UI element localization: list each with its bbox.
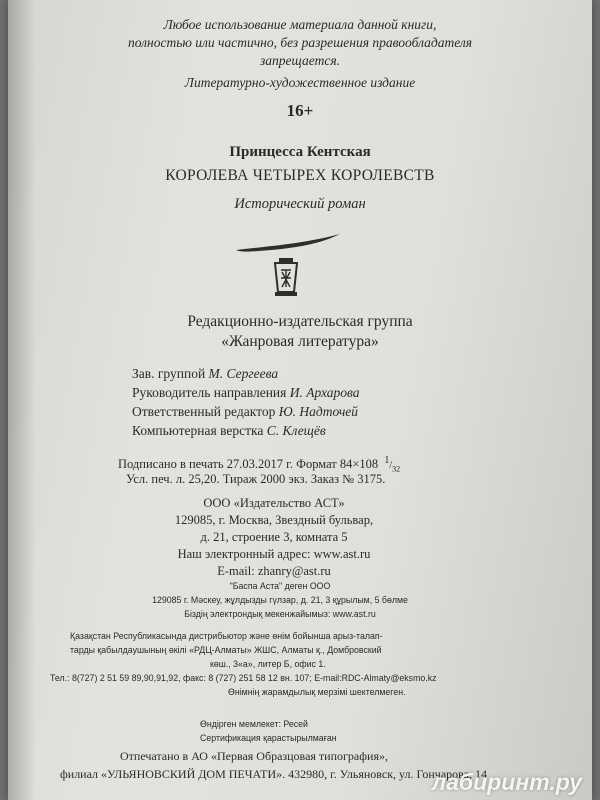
publisher-info-line: д. 21, строение 3, комната 5 (200, 530, 348, 544)
staff-person: М. Сергеева (208, 366, 279, 381)
printer-line-1: Отпечатано в АО «Первая Образцовая типография», (120, 749, 388, 763)
publisher-group (8, 312, 592, 352)
book-page (8, 0, 592, 800)
kazakh-line: 129085 г. Мәскеу, жұлдызды гүлзар, д. 21, 3 құрылым, 5 бөлме (152, 595, 408, 605)
kazakh-distributor-block (50, 629, 437, 699)
printer-line-2: филиал «УЛЬЯНОВСКИЙ ДОМ ПЕЧАТИ». 432980, г. Ульяновск, ул. Гончарова, 14 (60, 767, 487, 781)
kazakh-line: Қазақстан Республикасында дистрибьютор және өнім бойынша арыз-талап- (70, 631, 383, 641)
staff-role: Компьютерная верстка (132, 423, 264, 438)
staff-person: Ю. Надточей (278, 404, 359, 419)
kazakh-line: "Баспа Аста" деген ООО (229, 581, 331, 591)
kazakh-line: көш., 3«а», литер Б, офис 1. (210, 659, 326, 669)
kazakh-line: Сертификация қарастырылмаған (200, 733, 337, 743)
publisher-info-line: E-mail: zhanry@ast.ru (217, 564, 331, 578)
book-title: КОРОЛЕВА ЧЕТЫРЕХ КОРОЛЕВСТВ (165, 167, 435, 184)
format-denominator: 32 (392, 464, 401, 474)
kazakh-publisher-block (100, 579, 460, 621)
publisher-info-line: Наш электронный адрес: www.ast.ru (177, 547, 371, 561)
printer-info (60, 747, 487, 783)
kazakh-line: Біздің электрондық мекенжайымыз: www.ast.ru (184, 609, 376, 619)
edition-type: Литературно-художественное издание (184, 75, 416, 90)
publisher-info (134, 495, 414, 580)
publisher-info-line: 129085, г. Москва, Звездный бульвар, (174, 513, 374, 527)
copyright-line-2: полностью или частично, без разрешения правообладателя (127, 35, 473, 50)
staff-list (132, 364, 360, 440)
copyright-notice (8, 16, 592, 70)
staff-row (132, 364, 360, 383)
lantern-logo-icon (230, 232, 350, 300)
print-signed-line-1: Подписано в печать 27.03.2017 г. Формат 84×108 $^1/_{32}$ (118, 455, 401, 474)
publisher-group-line-1: Редакционно-издательская группа (187, 313, 413, 330)
staff-row (132, 421, 360, 440)
staff-row (132, 383, 360, 402)
kazakh-line: Тел.: 8(727) 2 51 59 89,90,91,92, факс: 8 (727) 251 58 12 вн. 107; E-mail:RDC-Almaty@eksmo.kz (50, 673, 437, 683)
staff-role: Руководитель направления (132, 385, 287, 400)
kazakh-line: Өнімнің жарамдылық мерзімі шектелмеген. (228, 687, 406, 697)
staff-role: Зав. группой (132, 366, 206, 381)
labirint-watermark: лабиринт.ру (431, 769, 582, 795)
copyright-line-1: Любое использование материала данной книги, (163, 17, 437, 32)
publisher-info-line: ООО «Издательство АСТ» (203, 496, 345, 510)
age-rating: 16+ (286, 101, 314, 120)
genre-subtitle: Исторический роман (234, 196, 366, 212)
print-signature (118, 452, 400, 488)
print-signed-text: Подписано в печать 27.03.2017 г. Формат 84×108 (118, 457, 379, 472)
staff-row (132, 402, 360, 421)
print-signed-line-2: Усл. печ. л. 25,20. Тираж 2000 экз. Заказ № 3175. (126, 472, 386, 486)
author-name: Принцесса Кентская (229, 144, 371, 160)
publisher-group-line-2: «Жанровая литература» (221, 333, 379, 350)
format-numerator: 1 (384, 455, 390, 466)
staff-person: С. Клещёв (266, 423, 326, 438)
copyright-line-3: запрещается. (260, 53, 340, 68)
kazakh-origin-block (200, 717, 337, 745)
staff-person: И. Архарова (289, 385, 360, 400)
kazakh-line: тарды қабылдаушының өкілі «РДЦ-Алматы» ЖШС, Алматы қ., Домбровский (70, 645, 382, 655)
staff-role: Ответственный редактор (132, 404, 276, 419)
kazakh-line: Өндірген мемлекет: Ресей (200, 719, 308, 729)
